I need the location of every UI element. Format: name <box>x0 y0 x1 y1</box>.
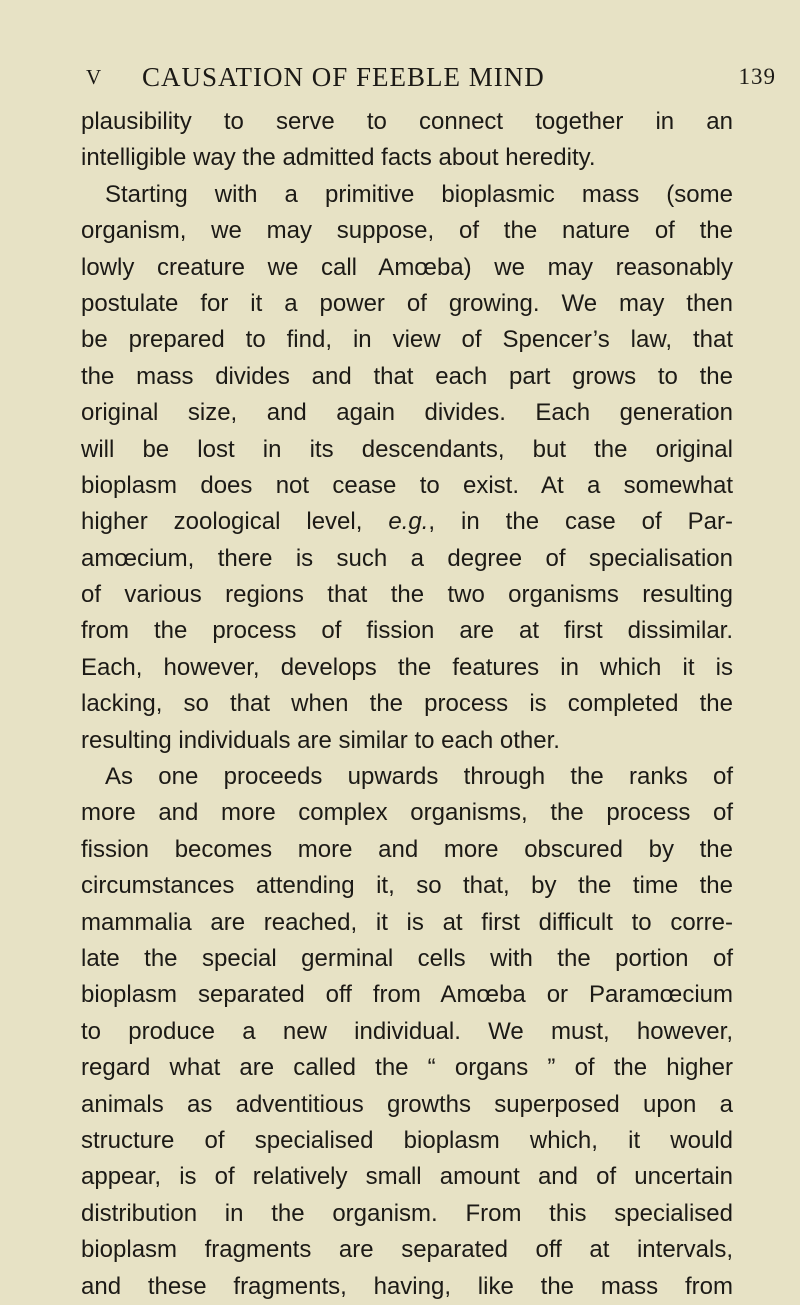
italic-abbreviation: e.g. <box>388 508 429 536</box>
text-line: more and more complex organisms, the process of <box>81 799 733 827</box>
text-line: bioplasm fragments are separated off at intervals, <box>81 1236 733 1264</box>
text-line: resulting individuals are similar to each other. <box>81 726 560 754</box>
text-line: from the process of fission are at first dissimilar. <box>81 617 733 645</box>
text-line: distribution in the organism. From this specialised <box>81 1199 733 1227</box>
text-line: of various regions that the two organisms resulting <box>81 581 733 609</box>
text-line: As one proceeds upwards through the ranks of <box>105 763 733 791</box>
text-line: appear, is of relatively small amount and of uncertain <box>81 1163 733 1191</box>
text-line: be prepared to find, in view of Spencer’s law, that <box>81 326 733 354</box>
text-line: lacking, so that when the process is completed the <box>81 690 733 718</box>
text-line: the mass divides and that each part grows to the <box>81 362 733 390</box>
text-line: animals as adventitious growths superposed upon a <box>81 1090 733 1118</box>
text-line <box>81 504 733 540</box>
text-line: plausibility to serve to connect together in an <box>81 108 733 135</box>
running-title: CAUSATION OF FEEBLE MIND <box>142 62 545 92</box>
running-head <box>86 62 776 96</box>
chapter-number: V <box>86 65 103 89</box>
text-line: intelligible way the admitted facts about heredity. <box>81 144 596 172</box>
text-line: original size, and again divides. Each generation <box>81 399 733 427</box>
text-line: will be lost in its descendants, but the original <box>81 435 733 463</box>
text-segment: higher zoological level, <box>81 508 363 536</box>
text-line: organism, we may suppose, of the nature of the <box>81 217 733 245</box>
text-line: lowly creature we call Amœba) we may reasonably <box>81 253 733 281</box>
text-line: late the special germinal cells with the portion of <box>81 944 733 972</box>
text-line: and these fragments, having, like the mass from <box>81 1272 733 1300</box>
text-line: bioplasm does not cease to exist. At a somewhat <box>81 471 733 499</box>
text-line: structure of specialised bioplasm which, it would <box>81 1126 733 1154</box>
text-line: fission becomes more and more obscured by the <box>81 835 733 863</box>
text-line: circumstances attending it, so that, by the time the <box>81 872 733 900</box>
text-line: regard what are called the “ organs ” of the higher <box>81 1054 733 1082</box>
text-line: to produce a new individual. We must, however, <box>81 1017 733 1045</box>
text-line: postulate for it a power of growing. We may then <box>81 289 733 317</box>
body-text <box>81 104 733 1305</box>
text-line: Each, however, develops the features in which it is <box>81 653 733 681</box>
text-line: bioplasm separated off from Amœba or Paramœcium <box>81 981 733 1009</box>
text-line: mammalia are reached, it is at first difficult to corre- <box>81 908 733 936</box>
page-number: 139 <box>738 64 776 89</box>
text-segment: , in the case of Par- <box>428 508 733 536</box>
text-line: amœcium, there is such a degree of specialisation <box>81 544 733 572</box>
text-line: Starting with a primitive bioplasmic mass (some <box>105 180 733 208</box>
